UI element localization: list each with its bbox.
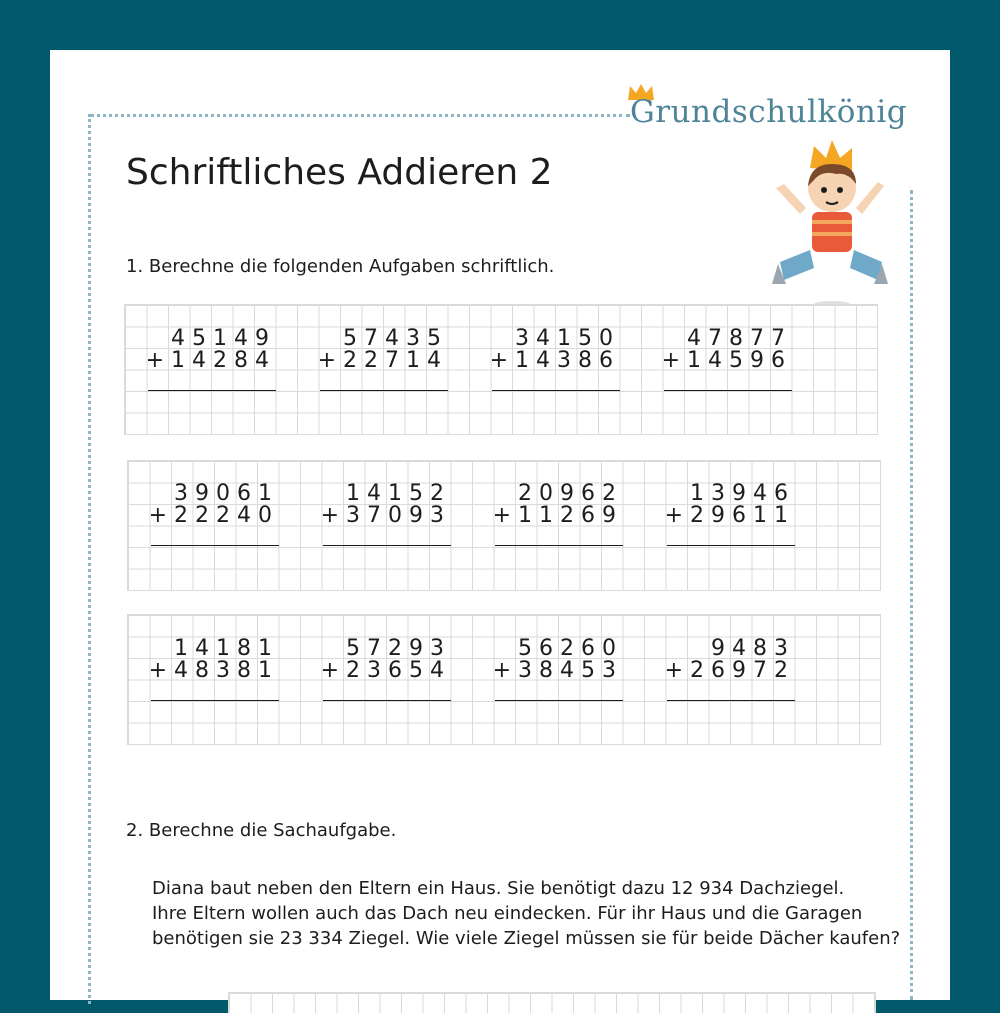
second-addend: +11269 [492, 503, 623, 528]
second-addend: +23654 [320, 658, 451, 683]
first-addend: 14152 [346, 481, 451, 506]
task-2-heading: 2. Berechne die Sachaufgabe. [126, 820, 397, 841]
result-line[interactable] [667, 700, 795, 701]
worksheet [50, 50, 950, 1000]
result-line[interactable] [667, 545, 795, 546]
first-addend: 14181 [174, 636, 279, 661]
first-addend: 57293 [346, 636, 451, 661]
first-addend: 47877 [687, 326, 792, 351]
second-addend: +26972 [664, 658, 795, 683]
result-line[interactable] [151, 700, 279, 701]
first-addend: 39061 [174, 481, 279, 506]
result-line[interactable] [495, 700, 623, 701]
first-addend: 45149 [171, 326, 276, 351]
word-problem-line: benötigen sie 23 334 Ziegel. Wie viele Ziegel müssen sie für beide Dächer kaufen? [152, 928, 901, 949]
result-line[interactable] [151, 545, 279, 546]
first-addend: 13946 [690, 481, 795, 506]
brand-logo: Grundschulkönig [630, 94, 908, 130]
second-addend: +14386 [489, 348, 620, 373]
second-addend: +29611 [664, 503, 795, 528]
result-line[interactable] [320, 390, 448, 391]
second-addend: +37093 [320, 503, 451, 528]
result-line[interactable] [323, 700, 451, 701]
second-addend: +14284 [145, 348, 276, 373]
word-problem-line: Ihre Eltern wollen auch das Dach neu eindecken. Für ihr Haus und die Garagen [152, 903, 863, 924]
boy-with-crown-illustration [770, 128, 890, 308]
first-addend: 57435 [343, 326, 448, 351]
page-title: Schriftliches Addieren 2 [126, 152, 553, 193]
result-line[interactable] [495, 545, 623, 546]
second-addend: +22714 [317, 348, 448, 373]
task-1-heading: 1. Berechne die folgenden Aufgaben schriftlich. [126, 256, 555, 277]
answer-grid[interactable] [228, 992, 876, 1013]
result-line[interactable] [323, 545, 451, 546]
dotted-border-left [88, 114, 91, 1004]
second-addend: +14596 [661, 348, 792, 373]
first-addend: 56260 [518, 636, 623, 661]
result-line[interactable] [148, 390, 276, 391]
word-problem-line: Diana baut neben den Eltern ein Haus. Sie benötigt dazu 12 934 Dachziegel. [152, 878, 845, 899]
first-addend: 9483 [711, 636, 795, 661]
result-line[interactable] [664, 390, 792, 391]
result-line[interactable] [492, 390, 620, 391]
second-addend: +38453 [492, 658, 623, 683]
second-addend: +48381 [148, 658, 279, 683]
dotted-border-top [90, 114, 630, 117]
first-addend: 20962 [518, 481, 623, 506]
word-problem-text [152, 876, 912, 951]
first-addend: 34150 [515, 326, 620, 351]
second-addend: +22240 [148, 503, 279, 528]
